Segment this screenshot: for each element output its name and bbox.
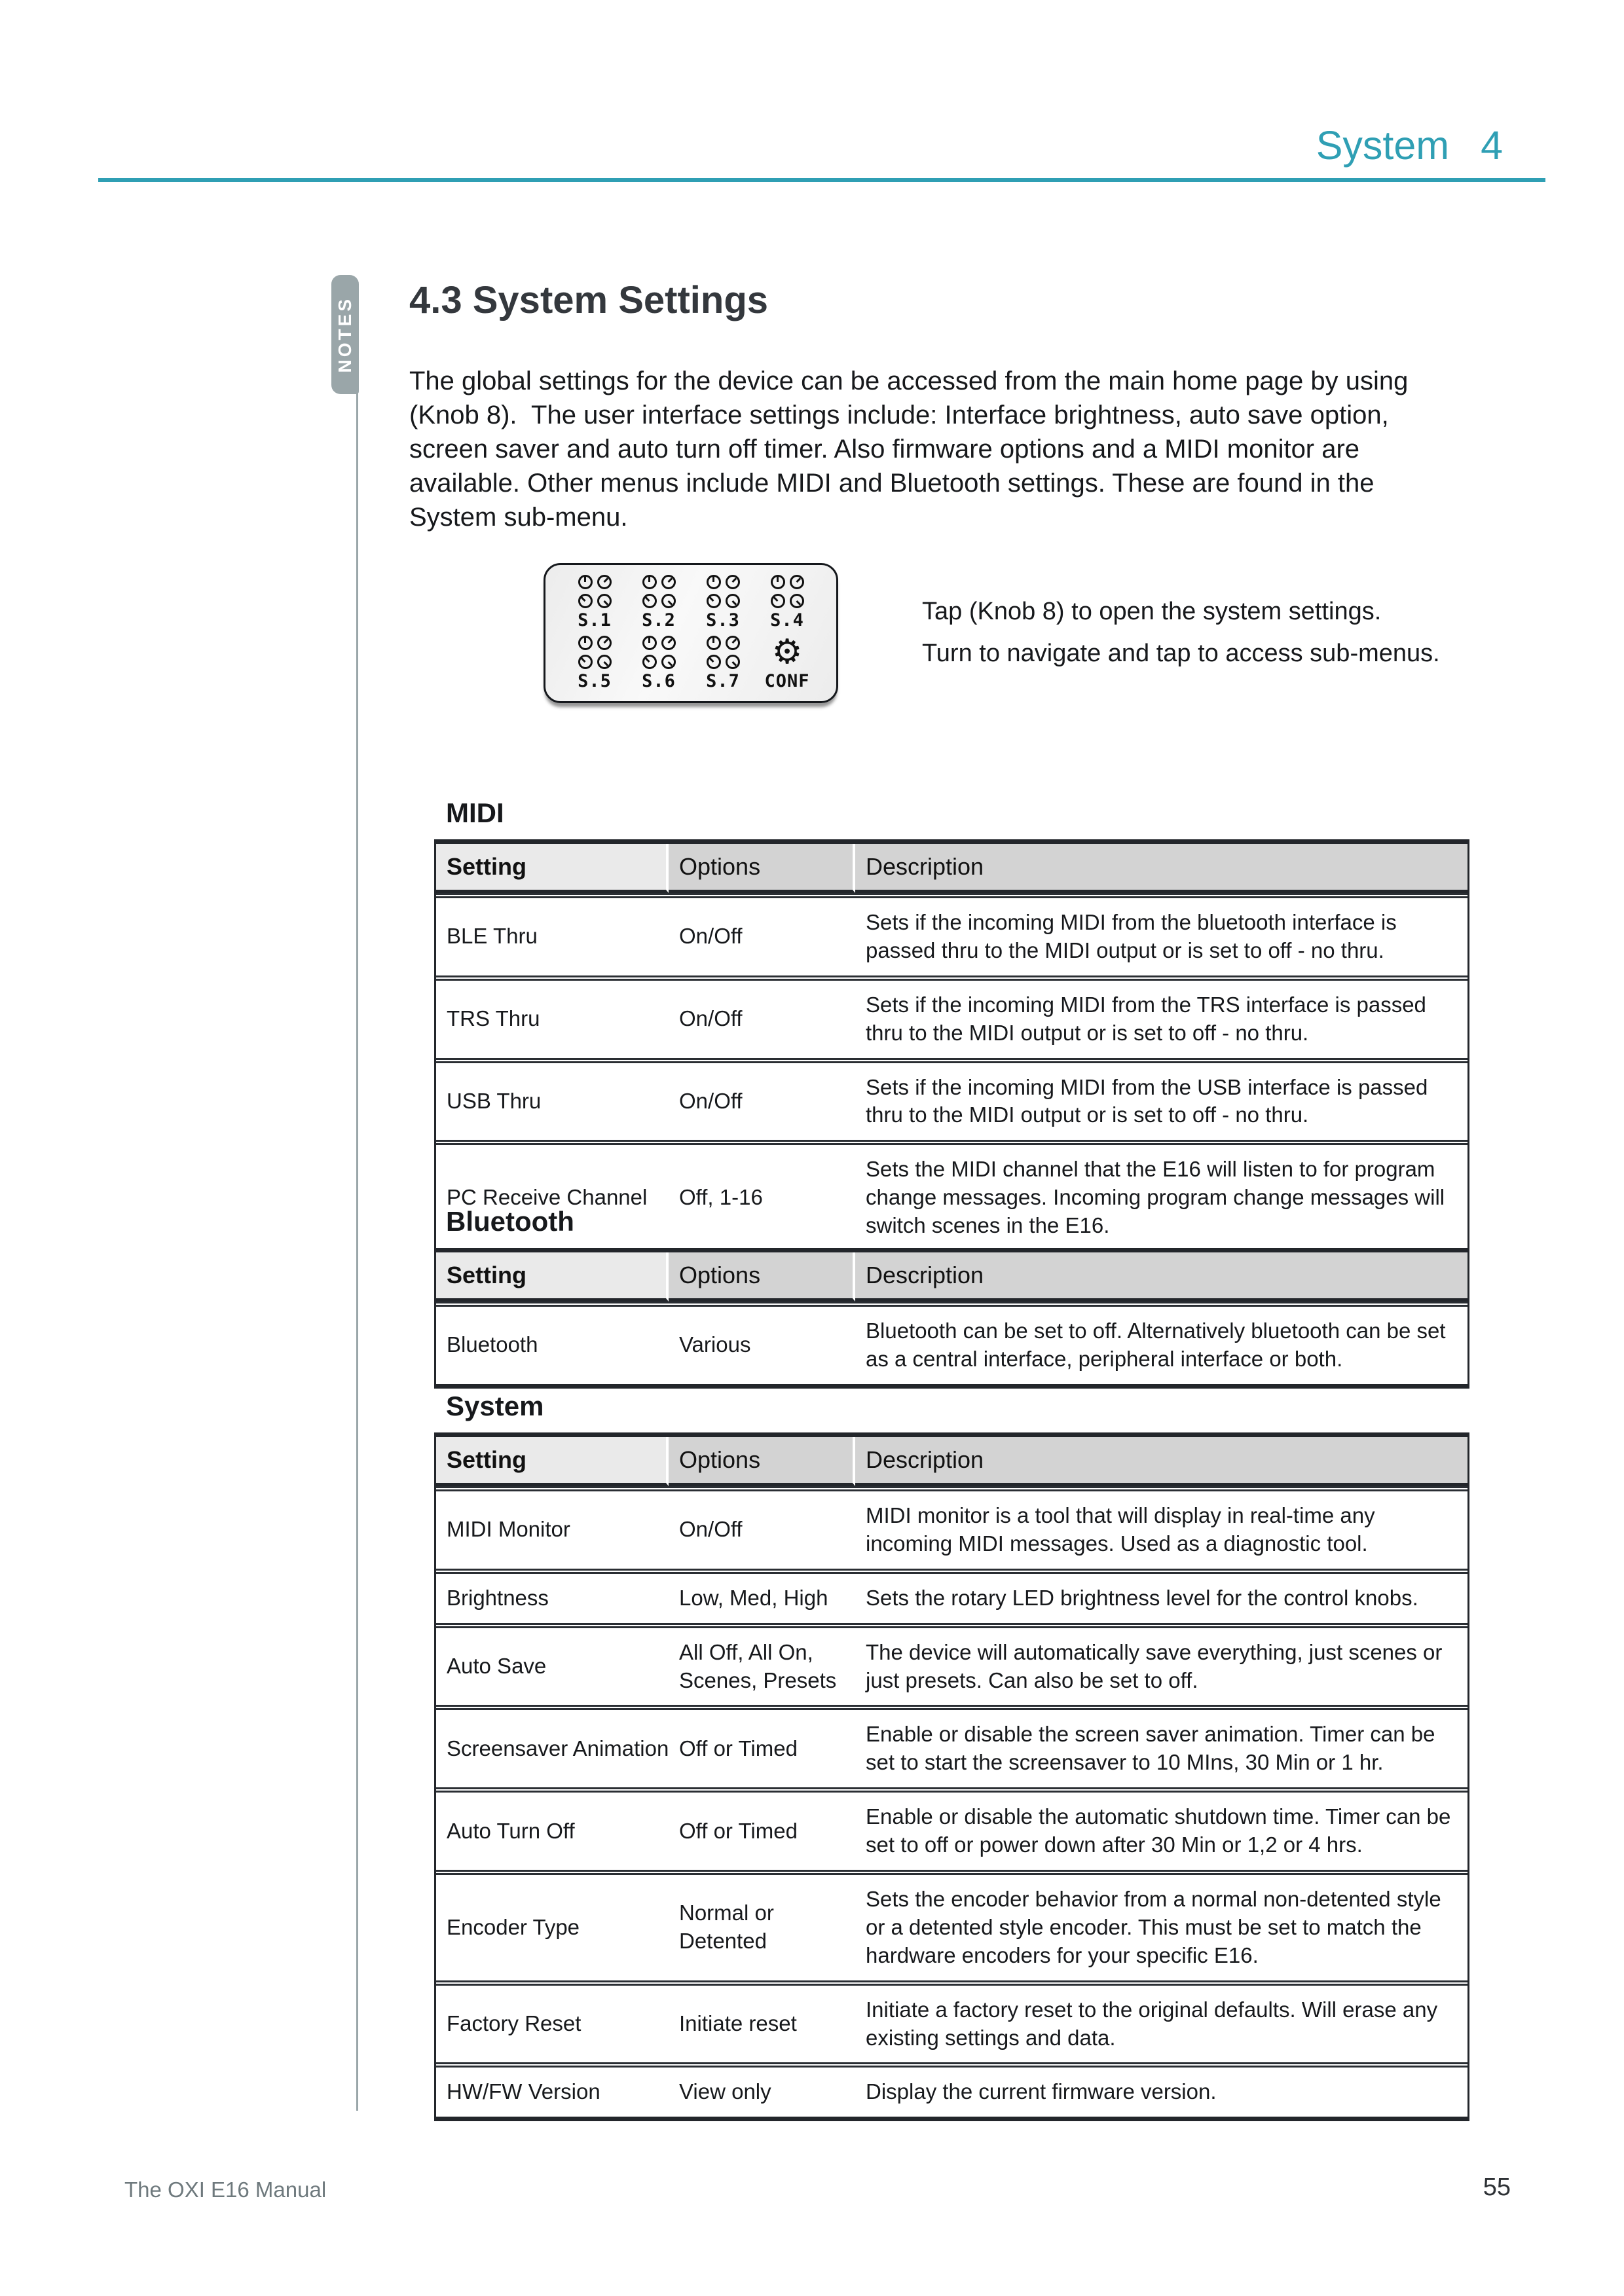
caption-line: Turn to navigate and tap to access sub-menus. [922, 640, 1440, 667]
knob-icons [707, 575, 740, 608]
intro-line: The global settings for the device can be accessed from the main home page by using [409, 367, 1409, 395]
cell-setting: Screensaver Animation [436, 1705, 669, 1787]
cell-options: Off or Timed [669, 1705, 855, 1787]
cell-setting: Auto Turn Off [436, 1787, 669, 1870]
column-header-options: Options [669, 844, 855, 893]
system-heading: System [446, 1391, 544, 1421]
notes-label: NOTES [335, 296, 355, 373]
column-header-options: Options [669, 1252, 855, 1302]
midi-settings-table [434, 839, 1469, 1255]
cell-setting: MIDI Monitor [436, 1486, 669, 1569]
section-title: 4.3 System Settings [409, 279, 768, 321]
table-row [436, 975, 1467, 1058]
knob-icons [707, 636, 740, 669]
gear-icon: ⚙ [771, 633, 803, 671]
knob-group-label: S.1 [578, 610, 612, 630]
table-header-row [436, 1252, 1467, 1302]
table-row [436, 1870, 1467, 1980]
knob-diagram [544, 563, 838, 703]
column-header-setting: Setting [436, 1437, 669, 1486]
intro-line: screen saver and auto turn off timer. Also firmware options and a MIDI monitor are [409, 435, 1360, 464]
knob-icon [578, 594, 593, 608]
table-row [436, 1058, 1467, 1140]
knob-icons [642, 636, 676, 669]
cell-options: Various [669, 1302, 855, 1384]
knob-group-label: S.3 [706, 610, 740, 630]
cell-description: Sets the MIDI channel that the E16 will listen to for program change messages. Incoming program change messages will switch scenes in the E16. [855, 1140, 1467, 1250]
knob-icons [642, 575, 676, 608]
table-row [436, 1705, 1467, 1787]
cell-options: View only [669, 2062, 855, 2117]
chapter-title: System [1316, 123, 1450, 168]
notes-tab [331, 275, 359, 394]
knob-icon [597, 594, 612, 608]
cell-description: Sets the rotary LED brightness level for the control knobs. [855, 1569, 1467, 1623]
cell-options: Initiate reset [669, 1980, 855, 2063]
knob-group [691, 575, 755, 630]
knob-icon [707, 655, 721, 669]
conf-label: CONF [764, 671, 810, 691]
column-header-description: Description [855, 1437, 1467, 1486]
chapter-heading [1316, 123, 1503, 168]
knob-group [691, 636, 755, 691]
knob-icon [726, 575, 740, 589]
cell-description: Sets if the incoming MIDI from the TRS interface is passed thru to the MIDI output or is set to off - no thru. [855, 975, 1467, 1058]
cell-options: On/Off [669, 1058, 855, 1140]
table-header-row [436, 1437, 1467, 1486]
header-rule [98, 178, 1545, 182]
cell-options: Off or Timed [669, 1787, 855, 1870]
knob-icon [597, 636, 612, 650]
knob-group [563, 575, 627, 630]
knob-icon [661, 655, 676, 669]
footer-page-number: 55 [1483, 2174, 1511, 2201]
knob-group [755, 575, 819, 630]
knob-icon [642, 655, 657, 669]
cell-description: Initiate a factory reset to the original defaults. Will erase any existing settings and data. [855, 1980, 1467, 2063]
cell-description: The device will automatically save everything, just scenes or just presets. Can also be set to off. [855, 1623, 1467, 1705]
cell-setting: Bluetooth [436, 1302, 669, 1384]
knob-icon [707, 575, 721, 589]
cell-description: Enable or disable the screen saver animation. Timer can be set to start the screensaver to 10 MIns, 30 Min or 1 hr. [855, 1705, 1467, 1787]
knob-group [627, 636, 691, 691]
table-row [436, 1787, 1467, 1870]
cell-options: On/Off [669, 893, 855, 975]
knob-icon [661, 575, 676, 589]
knob-icons [771, 575, 804, 608]
system-section [434, 1391, 1466, 2121]
table-row [436, 1302, 1467, 1384]
column-header-options: Options [669, 1437, 855, 1486]
cell-setting: BLE Thru [436, 893, 669, 975]
knob-icon [726, 655, 740, 669]
system-settings-table [434, 1432, 1469, 2121]
table-row [436, 893, 1467, 975]
cell-description: MIDI monitor is a tool that will display in real-time any incoming MIDI messages. Used as a diagnostic tool. [855, 1486, 1467, 1569]
table-row [436, 1569, 1467, 1623]
chapter-number: 4 [1481, 123, 1503, 168]
knob-icon [578, 636, 593, 650]
column-header-description: Description [855, 1252, 1467, 1302]
table-row [436, 2062, 1467, 2117]
footer-manual-name: The OXI E16 Manual [124, 2178, 327, 2202]
knob-icon [578, 575, 593, 589]
column-header-setting: Setting [436, 844, 669, 893]
knob-icon [771, 575, 785, 589]
table-row [436, 1980, 1467, 2063]
knob-icon [707, 594, 721, 608]
bluetooth-settings-table [434, 1248, 1469, 1389]
knob-group [563, 636, 627, 691]
cell-options: On/Off [669, 1486, 855, 1569]
cell-setting: Brightness [436, 1569, 669, 1623]
knob-icon [597, 655, 612, 669]
cell-setting: HW/FW Version [436, 2062, 669, 2117]
bluetooth-section [434, 1206, 1466, 1389]
knob-icon [707, 636, 721, 650]
knob-group-label: S.2 [642, 610, 676, 630]
cell-description: Sets the encoder behavior from a normal non-detented style or a detented style encoder. This must be set to match the hardware encoders for your specific E16. [855, 1870, 1467, 1980]
knob-icon [790, 575, 804, 589]
cell-options: Normal or Detented [669, 1870, 855, 1980]
cell-setting: Auto Save [436, 1623, 669, 1705]
knob-icon [661, 636, 676, 650]
cell-setting: PC Receive Channel [436, 1140, 669, 1250]
knob-icon [790, 594, 804, 608]
knob-group-label: S.5 [578, 671, 612, 691]
cell-setting: Factory Reset [436, 1980, 669, 2063]
knob-icon [597, 575, 612, 589]
knob-group [627, 575, 691, 630]
figure-caption [922, 598, 1440, 668]
cell-setting: Encoder Type [436, 1870, 669, 1980]
cell-description: Enable or disable the automatic shutdown time. Timer can be set to off or power down after 30 Min or 1,2 or 4 hrs. [855, 1787, 1467, 1870]
table-header-row [436, 844, 1467, 893]
cell-setting: TRS Thru [436, 975, 669, 1058]
midi-section [434, 797, 1466, 1255]
cell-description: Sets if the incoming MIDI from the USB interface is passed thru to the MIDI output or is set to off - no thru. [855, 1058, 1467, 1140]
table-row [436, 1623, 1467, 1705]
knob-icon [771, 594, 785, 608]
knob-group-label: S.4 [770, 610, 804, 630]
cell-description: Display the current firmware version. [855, 2062, 1467, 2117]
cell-options: All Off, All On, Scenes, Presets [669, 1623, 855, 1705]
knob-icon [661, 594, 676, 608]
intro-line: (Knob 8). The user interface settings include: Interface brightness, auto save option, [409, 401, 1389, 429]
column-header-setting: Setting [436, 1252, 669, 1302]
midi-heading: MIDI [446, 797, 504, 828]
cell-options: Low, Med, High [669, 1569, 855, 1623]
knob-icons [578, 636, 612, 669]
knob-icon [642, 594, 657, 608]
intro-paragraph [409, 364, 1483, 534]
knob-figure [544, 563, 1440, 703]
knob-icons [578, 575, 612, 608]
cell-setting: USB Thru [436, 1058, 669, 1140]
cell-description: Bluetooth can be set to off. Alternatively bluetooth can be set as a central interface, peripheral interface or both. [855, 1302, 1467, 1384]
knob-group-label: S.7 [706, 671, 740, 691]
knob-icon [726, 594, 740, 608]
column-header-description: Description [855, 844, 1467, 893]
knob-icon [578, 655, 593, 669]
knob-icon [642, 636, 657, 650]
caption-line: Tap (Knob 8) to open the system settings. [922, 598, 1382, 626]
cell-options: On/Off [669, 975, 855, 1058]
knob-icon [726, 636, 740, 650]
cell-description: Sets if the incoming MIDI from the bluetooth interface is passed thru to the MIDI output or is set to off - no thru. [855, 893, 1467, 975]
conf-group [755, 633, 819, 691]
intro-line: System sub-menu. [409, 503, 628, 532]
cell-options: Off, 1-16 [669, 1140, 855, 1250]
intro-line: available. Other menus include MIDI and Bluetooth settings. These are found in the [409, 469, 1375, 498]
bluetooth-heading: Bluetooth [446, 1206, 574, 1237]
notes-guide-line [356, 390, 358, 2111]
knob-group-label: S.6 [642, 671, 676, 691]
knob-icon [642, 575, 657, 589]
table-row [436, 1486, 1467, 1569]
